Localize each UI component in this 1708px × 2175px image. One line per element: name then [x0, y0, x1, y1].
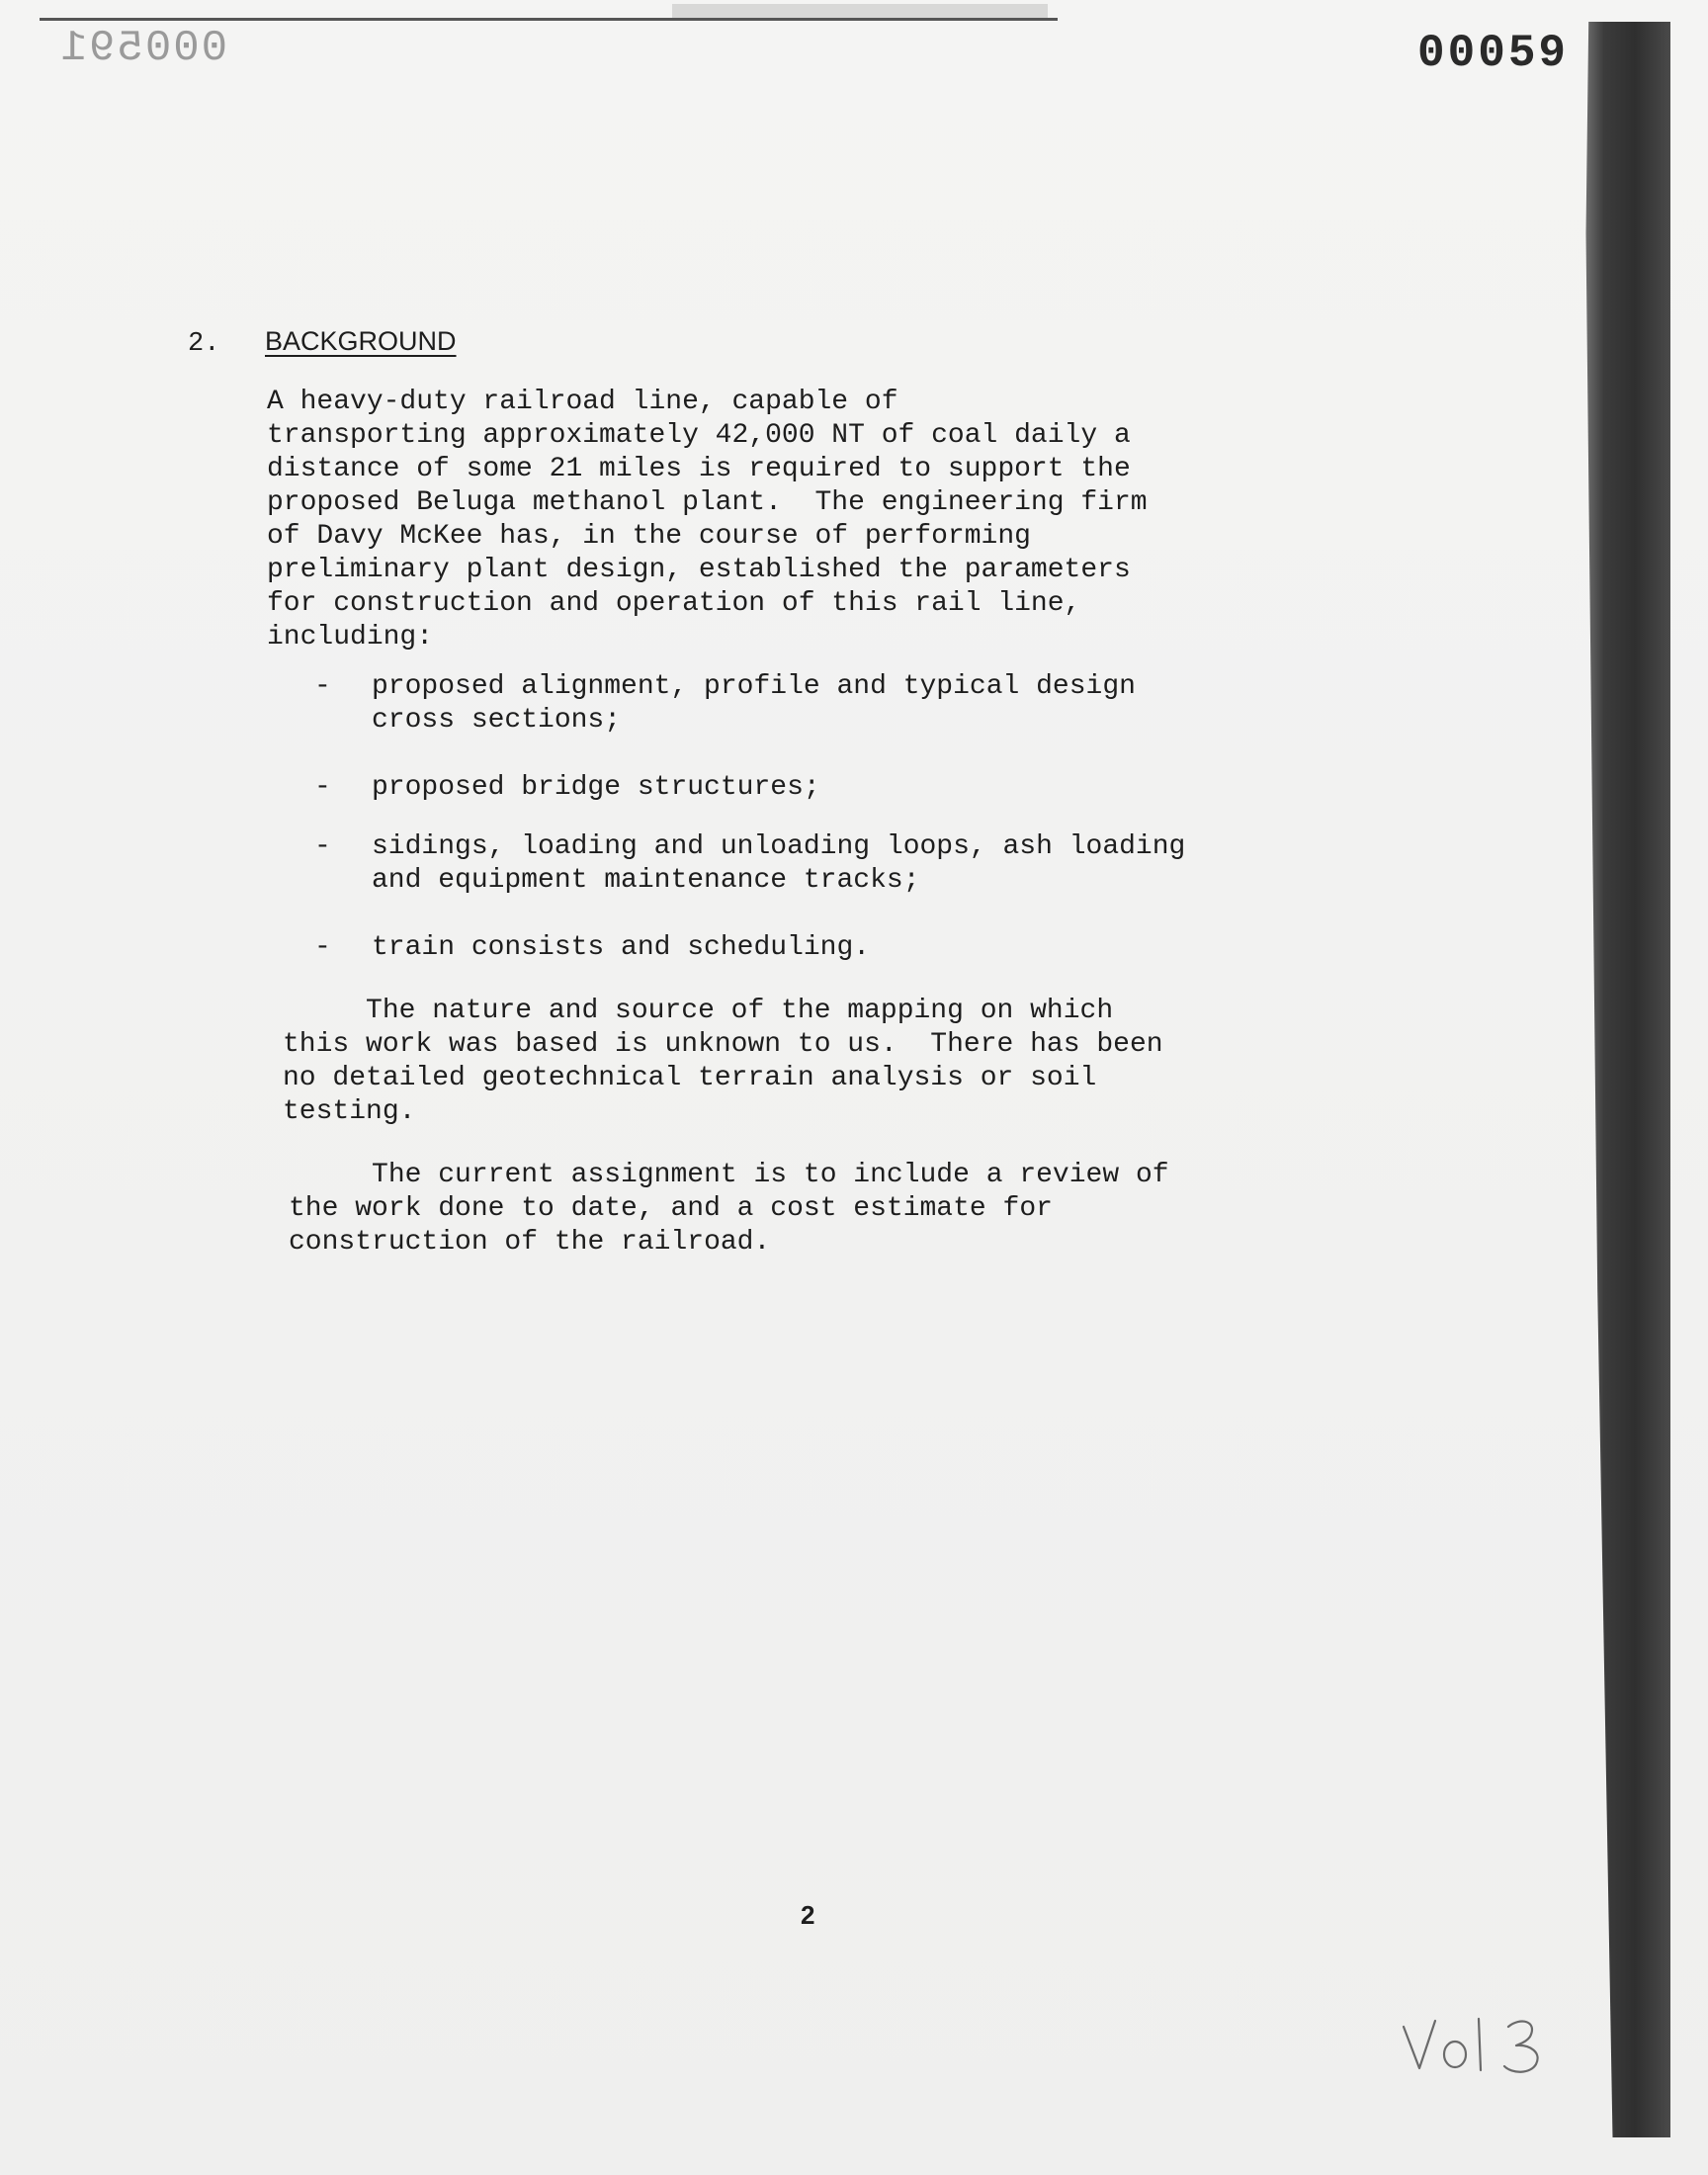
bleed-through-mark — [672, 4, 1048, 18]
document-number: 00059 — [1417, 28, 1570, 79]
mirrored-document-number: 000591 — [58, 24, 227, 73]
section-number: 2. — [188, 329, 220, 359]
list-item-text: proposed bridge structures; — [372, 772, 820, 803]
page-number: 2 — [801, 1900, 815, 1930]
section-title: BACKGROUND — [265, 326, 457, 356]
list-item — [314, 771, 1340, 805]
bullet-dash: - — [314, 831, 331, 862]
list-item-text: sidings, loading and unloading loops, ash loading and equipment maintenance tracks; — [372, 831, 1186, 896]
section-heading — [188, 326, 457, 359]
handwritten-vol-note — [1400, 2013, 1558, 2082]
bullet-dash: - — [314, 671, 331, 702]
background-paragraph-1: A heavy-duty railroad line, capable of transporting approximately 42,000 NT of coal daily a distance of some 21 miles is required to support the proposed Beluga methanol plant. The engineering firm of Davy McKee has, in the course of performing preliminary plant design, established the parameters for construction and operation of this rail line, including: — [267, 387, 1148, 652]
top-rule — [40, 18, 1058, 21]
list-item — [314, 931, 1340, 965]
bullet-dash: - — [314, 932, 331, 963]
background-paragraph-2: The nature and source of the mapping on which this work was based is unknown to us. There has been no detailed geotechnical terrain analysis or soil testing. — [283, 996, 1163, 1127]
bullet-dash: - — [314, 772, 331, 803]
list-item — [314, 830, 1340, 898]
list-item — [314, 670, 1340, 738]
list-item-text: train consists and scheduling. — [372, 932, 871, 963]
list-item-text: proposed alignment, profile and typical design cross sections; — [372, 671, 1136, 736]
background-paragraph-3: The current assignment is to include a review of the work done to date, and a cost estimate for construction of the railroad. — [289, 1160, 1169, 1258]
binding-edge — [1581, 22, 1670, 2137]
